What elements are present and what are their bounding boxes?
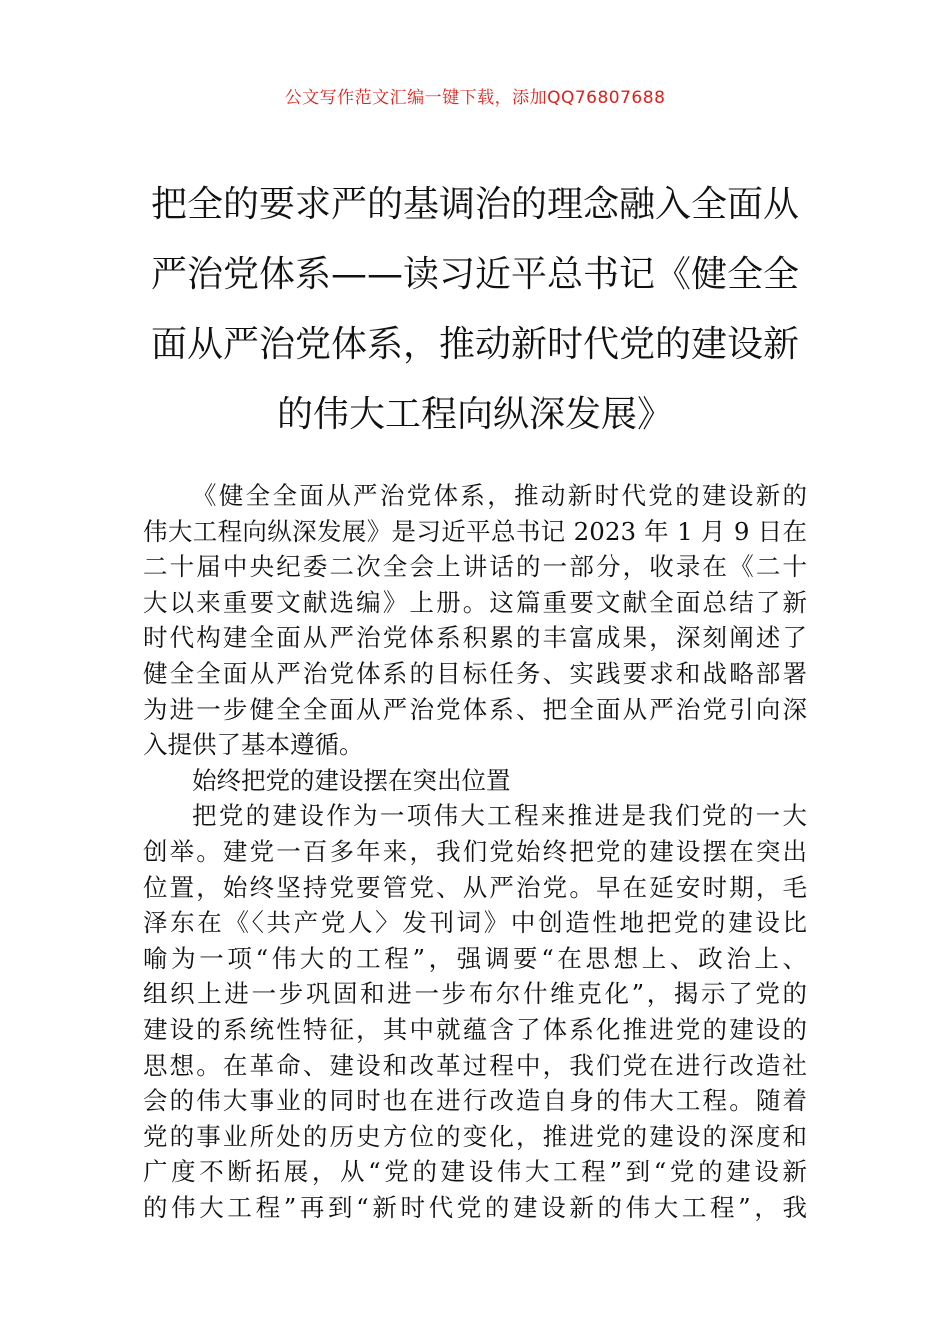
body-line: 建设的系统性特征，其中就蕴含了体系化推进党的建设的 xyxy=(143,1014,807,1044)
body-line: 为进一步健全全面从严治党体系、把全面从严治党引向深 xyxy=(143,694,807,724)
body-line: 伟大工程向纵深发展》是习近平总书记 2023 年 1 月 9 日在 xyxy=(143,516,807,546)
body-line: 组织上进一步巩固和进一步布尔什维克化”，揭示了党的 xyxy=(143,979,807,1009)
section-heading: 始终把党的建设摆在突出位置 xyxy=(192,765,511,795)
document-title xyxy=(150,170,800,450)
body-line: 会的伟大事业的同时也在进行改造自身的伟大工程。随着 xyxy=(143,1086,807,1116)
title-line: 严治党体系——读习近平总书记《健全全 xyxy=(150,254,799,295)
title-line: 把全的要求严的基调治的理念融入全面从 xyxy=(150,184,799,225)
body-line: 的伟大工程”再到“新时代党的建设新的伟大工程”，我 xyxy=(143,1192,807,1222)
body-line: 健全全面从严治党体系的目标任务、实践要求和战略部署 xyxy=(143,658,807,688)
body-line: 二十届中央纪委二次全会上讲话的一部分，收录在《二十 xyxy=(143,552,807,582)
body-line: 喻为一项“伟大的工程”，强调要“在思想上、政治上、 xyxy=(143,943,807,973)
document-body xyxy=(143,478,807,1225)
body-line: 位置，始终坚持党要管党、从严治党。早在延安时期，毛 xyxy=(143,872,807,902)
body-line: 大以来重要文献选编》上册。这篇重要文献全面总结了新 xyxy=(143,587,807,617)
promo-header-text: 公文写作范文汇编一键下载，添加QQ76807688 xyxy=(284,88,666,108)
title-line: 面从严治党体系，推动新时代党的建设新 xyxy=(150,324,799,365)
body-line: 把党的建设作为一项伟大工程来推进是我们党的一大 xyxy=(192,801,807,831)
body-line: 创举。建党一百多年来，我们党始终把党的建设摆在突出 xyxy=(143,836,807,866)
body-line: 广度不断拓展，从“党的建设伟大工程”到“党的建设新 xyxy=(143,1157,807,1187)
body-line: 时代构建全面从严治党体系积累的丰富成果，深刻阐述了 xyxy=(143,623,807,653)
body-line: 《健全全面从严治党体系，推动新时代党的建设新的 xyxy=(192,481,807,510)
body-line: 党的事业所处的历史方位的变化，推进党的建设的深度和 xyxy=(143,1121,807,1151)
body-line: 思想。在革命、建设和改革过程中，我们党在进行改造社 xyxy=(143,1050,807,1080)
body-line: 泽东在《〈共产党人〉发刊词》中创造性地把党的建设比 xyxy=(143,908,807,938)
body-line: 入提供了基本遵循。 xyxy=(143,730,364,760)
title-line: 的伟大工程向纵深发展》 xyxy=(276,394,673,435)
